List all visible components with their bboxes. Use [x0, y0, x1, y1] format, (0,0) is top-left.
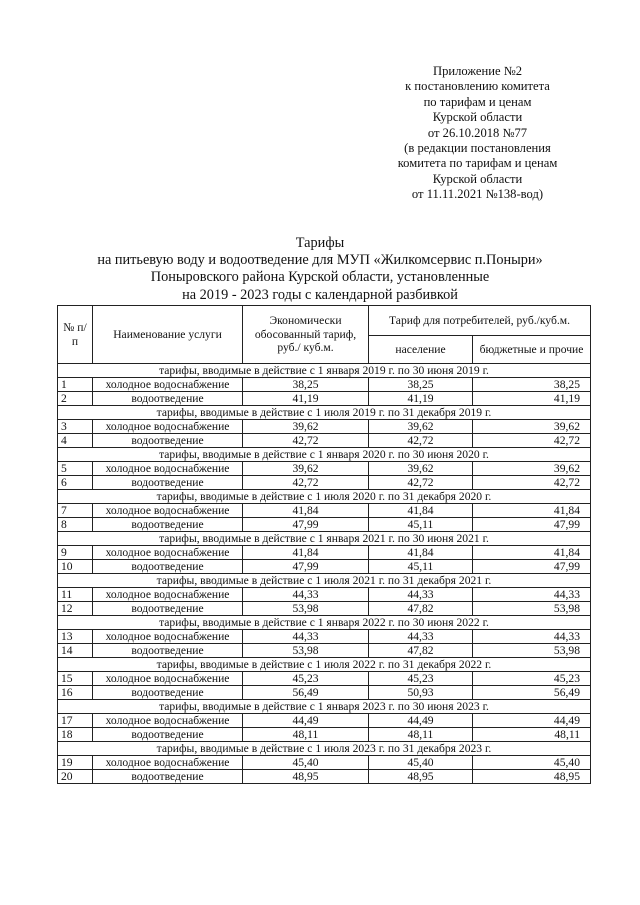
economic-tariff: 47,99 [243, 560, 369, 574]
service-name: холодное водоснабжение [93, 756, 243, 770]
service-name: холодное водоснабжение [93, 378, 243, 392]
period-row [58, 532, 591, 546]
economic-tariff: 41,84 [243, 546, 369, 560]
economic-tariff: 42,72 [243, 476, 369, 490]
row-number: 6 [58, 476, 93, 490]
economic-tariff: 48,95 [243, 770, 369, 784]
others-tariff: 38,25 [473, 378, 591, 392]
service-name: водоотведение [93, 476, 243, 490]
others-tariff: 42,72 [473, 476, 591, 490]
period-row [58, 448, 591, 462]
row-number: 14 [58, 644, 93, 658]
economic-tariff: 39,62 [243, 462, 369, 476]
economic-tariff: 45,40 [243, 756, 369, 770]
economic-tariff: 41,19 [243, 392, 369, 406]
others-tariff: 41,84 [473, 504, 591, 518]
others-tariff: 44,49 [473, 714, 591, 728]
appendix-line: Приложение №2 [432, 64, 523, 78]
appendix-block [385, 64, 570, 203]
appendix-line: по тарифам и ценам [423, 94, 532, 109]
others-tariff: 41,19 [473, 392, 591, 406]
service-name: холодное водоснабжение [93, 420, 243, 434]
service-name: холодное водоснабжение [93, 546, 243, 560]
service-name: водоотведение [93, 392, 243, 406]
table-row [58, 770, 591, 784]
population-tariff: 44,49 [369, 714, 473, 728]
title-line: на 2019 - 2023 годы с календарной разбивкой [182, 286, 458, 303]
others-tariff: 45,23 [473, 672, 591, 686]
others-tariff: 48,11 [473, 728, 591, 742]
population-tariff: 47,82 [369, 602, 473, 616]
service-name: холодное водоснабжение [93, 588, 243, 602]
table-row [58, 546, 591, 560]
row-number: 7 [58, 504, 93, 518]
others-tariff: 45,40 [473, 756, 591, 770]
population-tariff: 39,62 [369, 420, 473, 434]
economic-tariff: 42,72 [243, 434, 369, 448]
appendix-line: от 26.10.2018 №77 [427, 125, 528, 140]
table-row [58, 644, 591, 658]
table-row [58, 462, 591, 476]
table-row [58, 378, 591, 392]
service-name: холодное водоснабжение [93, 630, 243, 644]
appendix-line: Курской области [432, 110, 523, 125]
service-name: водоотведение [93, 728, 243, 742]
appendix-line: от 11.11.2021 №138-вод) [411, 187, 544, 202]
header-consumers: Тариф для потребителей, руб./куб.м. [369, 306, 591, 336]
economic-tariff: 44,49 [243, 714, 369, 728]
economic-tariff: 44,33 [243, 630, 369, 644]
table-row [58, 392, 591, 406]
period-row [58, 616, 591, 630]
economic-tariff: 56,49 [243, 686, 369, 700]
header-num: № п/п [58, 306, 93, 364]
row-number: 4 [58, 434, 93, 448]
title-line: Тарифы [295, 235, 345, 251]
service-name: водоотведение [93, 602, 243, 616]
table-row [58, 560, 591, 574]
row-number: 3 [58, 420, 93, 434]
table-row [58, 602, 591, 616]
population-tariff: 45,11 [369, 560, 473, 574]
table-row [58, 672, 591, 686]
row-number: 8 [58, 518, 93, 532]
table-row [58, 476, 591, 490]
population-tariff: 48,95 [369, 770, 473, 784]
population-tariff: 44,33 [369, 630, 473, 644]
period-label: тарифы, вводимые в действие с 1 января 2022 г. по 30 июня 2022 г. [58, 616, 591, 630]
table-row [58, 588, 591, 602]
others-tariff: 56,49 [473, 686, 591, 700]
service-name: холодное водоснабжение [93, 462, 243, 476]
appendix-line: (в редакции постановления [404, 141, 551, 156]
population-tariff: 45,23 [369, 672, 473, 686]
row-number: 1 [58, 378, 93, 392]
service-name: холодное водоснабжение [93, 714, 243, 728]
header-population: население [369, 336, 473, 364]
population-tariff: 50,93 [369, 686, 473, 700]
row-number: 17 [58, 714, 93, 728]
header-others: бюджетные и прочие [473, 336, 591, 364]
table-row [58, 686, 591, 700]
others-tariff: 47,99 [473, 560, 591, 574]
period-row [58, 742, 591, 756]
service-name: водоотведение [93, 686, 243, 700]
period-label: тарифы, вводимые в действие с 1 июля 2021 г. по 31 декабря 2021 г. [58, 574, 591, 588]
population-tariff: 42,72 [369, 434, 473, 448]
service-name: водоотведение [93, 518, 243, 532]
period-row [58, 700, 591, 714]
row-number: 19 [58, 756, 93, 770]
header-economic: Экономически обосованный тариф, руб./ куб.м. [243, 306, 369, 364]
table-row [58, 434, 591, 448]
table-row [58, 630, 591, 644]
others-tariff: 39,62 [473, 420, 591, 434]
others-tariff: 39,62 [473, 462, 591, 476]
tariff-table-body [58, 364, 591, 784]
others-tariff: 53,98 [473, 644, 591, 658]
period-row [58, 658, 591, 672]
service-name: водоотведение [93, 560, 243, 574]
row-number: 15 [58, 672, 93, 686]
population-tariff: 48,11 [369, 728, 473, 742]
others-tariff: 47,99 [473, 518, 591, 532]
row-number: 11 [58, 588, 93, 602]
header-name: Наименование услуги [93, 306, 243, 364]
economic-tariff: 53,98 [243, 644, 369, 658]
table-row [58, 728, 591, 742]
table-row [58, 504, 591, 518]
period-label: тарифы, вводимые в действие с 1 июля 2020 г. по 31 декабря 2020 г. [58, 490, 591, 504]
service-name: водоотведение [93, 644, 243, 658]
population-tariff: 45,40 [369, 756, 473, 770]
table-row [58, 518, 591, 532]
population-tariff: 41,84 [369, 546, 473, 560]
others-tariff: 41,84 [473, 546, 591, 560]
row-number: 10 [58, 560, 93, 574]
others-tariff: 53,98 [473, 602, 591, 616]
population-tariff: 44,33 [369, 588, 473, 602]
economic-tariff: 44,33 [243, 588, 369, 602]
row-number: 18 [58, 728, 93, 742]
period-label: тарифы, вводимые в действие с 1 июля 2023 г. по 31 декабря 2023 г. [58, 742, 591, 756]
population-tariff: 47,82 [369, 644, 473, 658]
economic-tariff: 45,23 [243, 672, 369, 686]
population-tariff: 38,25 [369, 378, 473, 392]
table-row [58, 756, 591, 770]
row-number: 5 [58, 462, 93, 476]
period-row [58, 490, 591, 504]
period-label: тарифы, вводимые в действие с 1 января 2019 г. по 30 июня 2019 г. [58, 364, 591, 378]
period-label: тарифы, вводимые в действие с 1 января 2023 г. по 30 июня 2023 г. [58, 700, 591, 714]
period-row [58, 574, 591, 588]
period-row [58, 364, 591, 378]
row-number: 2 [58, 392, 93, 406]
others-tariff: 48,95 [473, 770, 591, 784]
row-number: 20 [58, 770, 93, 784]
appendix-line: комитета по тарифам и ценам [397, 156, 558, 171]
economic-tariff: 48,11 [243, 728, 369, 742]
economic-tariff: 53,98 [243, 602, 369, 616]
period-label: тарифы, вводимые в действие с 1 января 2020 г. по 30 июня 2020 г. [58, 448, 591, 462]
others-tariff: 44,33 [473, 630, 591, 644]
appendix-line: к постановлению комитета [405, 79, 550, 94]
economic-tariff: 47,99 [243, 518, 369, 532]
service-name: водоотведение [93, 434, 243, 448]
service-name: холодное водоснабжение [93, 504, 243, 518]
population-tariff: 41,84 [369, 504, 473, 518]
appendix-line: Курской области [432, 171, 523, 186]
others-tariff: 42,72 [473, 434, 591, 448]
population-tariff: 41,19 [369, 392, 473, 406]
population-tariff: 39,62 [369, 462, 473, 476]
document-title [40, 235, 600, 304]
table-row [58, 714, 591, 728]
others-tariff: 44,33 [473, 588, 591, 602]
economic-tariff: 39,62 [243, 420, 369, 434]
period-label: тарифы, вводимые в действие с 1 июля 2019 г. по 31 декабря 2019 г. [58, 406, 591, 420]
economic-tariff: 41,84 [243, 504, 369, 518]
row-number: 9 [58, 546, 93, 560]
population-tariff: 42,72 [369, 476, 473, 490]
row-number: 13 [58, 630, 93, 644]
table-row [58, 420, 591, 434]
tariff-table [57, 305, 591, 784]
service-name: холодное водоснабжение [93, 672, 243, 686]
service-name: водоотведение [93, 770, 243, 784]
period-label: тарифы, вводимые в действие с 1 января 2021 г. по 30 июня 2021 г. [58, 532, 591, 546]
row-number: 12 [58, 602, 93, 616]
period-label: тарифы, вводимые в действие с 1 июля 2022 г. по 31 декабря 2022 г. [58, 658, 591, 672]
population-tariff: 45,11 [369, 518, 473, 532]
row-number: 16 [58, 686, 93, 700]
title-line: на питьевую воду и водоотведение для МУП «Жилкомсервис п.Поныри» [97, 252, 543, 269]
title-line: Поныровского района Курской области, установленные [150, 269, 490, 286]
period-row [58, 406, 591, 420]
economic-tariff: 38,25 [243, 378, 369, 392]
